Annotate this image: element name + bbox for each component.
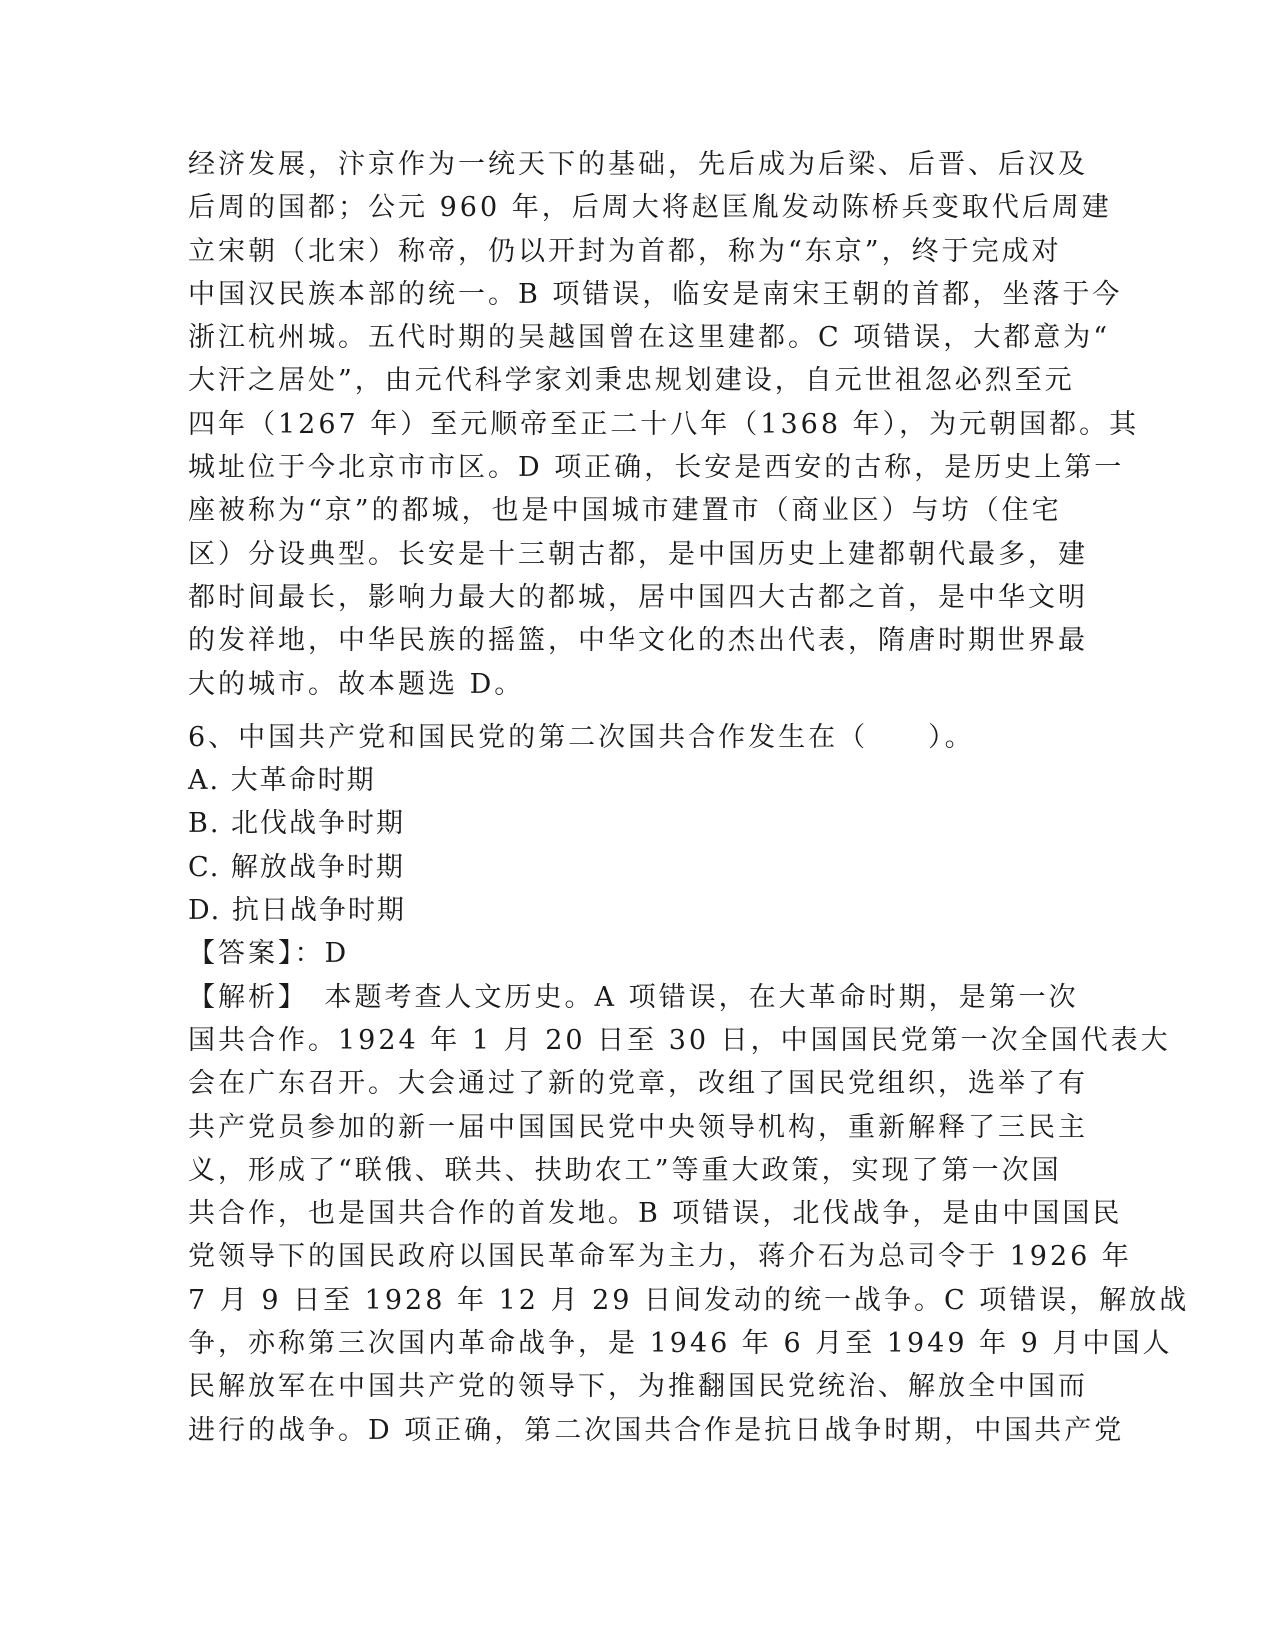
- paragraph-line: 浙江杭州城。五代时期的吴越国曾在这里建都。C 项错误，大都意为“: [188, 322, 1111, 354]
- analysis-line: 共合作，也是国共合作的首发地。B 项错误，北伐战争，是由中国国民: [188, 1198, 1123, 1230]
- analysis-line: 国共合作。1924 年 1 月 20 日至 30 日，中国国民党第一次全国代表大: [188, 1024, 1171, 1056]
- option-a: A. 大革命时期: [188, 765, 376, 797]
- section-gap: [188, 706, 1083, 716]
- analysis: [188, 976, 1190, 1452]
- paragraph-line: 座被称为“京”的都城，也是中国城市建置市（商业区）与坊（住宅: [188, 495, 1062, 527]
- analysis-line: 7 月 9 日至 1928 年 12 月 29 日间发动的统一战争。C 项错误，解放战: [188, 1284, 1190, 1316]
- paragraph-line: 大汗之居处”，由元代科学家刘秉忠规划建设，自元世祖忽必烈至元: [188, 365, 1075, 397]
- analysis-line: 会在广东召开。大会通过了新的党章，改组了国民党组织，选举了有: [188, 1068, 1088, 1100]
- analysis-line: 党领导下的国民政府以国民革命军为主力，蒋介石为总司令于 1926 年: [188, 1241, 1132, 1273]
- analysis-line: 民解放军在中国共产党的领导下，为推翻国民党统治、解放全中国而: [188, 1371, 1088, 1403]
- paragraph-line: 的发祥地，中华民族的摇篮，中华文化的杰出代表，隋唐时期世界最: [188, 625, 1088, 657]
- paragraph-line: 立宋朝（北宋）称帝，仍以开封为首都，称为“东京”，终于完成对: [188, 235, 1062, 267]
- paragraph-line: 中国汉民族本部的统一。B 项错误，临安是南宋王朝的首都，坐落于今: [188, 278, 1123, 310]
- answer-line: 【答案】：D: [188, 938, 350, 970]
- paragraph-line: 都时间最长，影响力最大的都城，居中国四大古都之首，是中华文明: [188, 581, 1088, 613]
- paragraph-line: 大的城市。故本题选 D。: [188, 668, 525, 700]
- option-d: D. 抗日战争时期: [188, 895, 406, 927]
- question-stem: 6、中国共产党和国民党的第二次国共合作发生在（ ）。: [188, 721, 975, 753]
- analysis-line: 义，形成了“联俄、联共、扶助农工”等重大政策，实现了第一次国: [188, 1154, 1062, 1186]
- paragraph-line: 经济发展，汴京作为一统天下的基础，先后成为后梁、后晋、后汉及: [188, 149, 1088, 180]
- analysis-line: 共产党员参加的新一届中国国民党中央领导机构，重新解释了三民主: [188, 1111, 1088, 1143]
- question-6: [188, 716, 1190, 1452]
- paragraph-line: 四年（1267 年）至元顺帝至正二十八年（1368 年），为元朝国都。其: [188, 408, 1140, 440]
- analysis-line: 争，亦称第三次国内革命战争，是 1946 年 6 月至 1949 年 9 月中国人: [188, 1328, 1173, 1360]
- document-body: [188, 143, 1190, 1452]
- option-b: B. 北伐战争时期: [188, 808, 406, 840]
- paragraph-line: 城址位于今北京市市区。D 项正确，长安是西安的古称，是历史上第一: [188, 452, 1125, 484]
- analysis-line: 进行的战争。D 项正确，第二次国共合作是抗日战争时期，中国共产党: [188, 1414, 1125, 1446]
- analysis-line: 【解析】 本题考查人文历史。A 项错误，在大革命时期，是第一次: [188, 981, 1079, 1013]
- paragraph-line: 区）分设典型。长安是十三朝古都，是中国历史上建都朝代最多，建: [188, 538, 1088, 570]
- paragraph-line: 后周的国都；公元 960 年，后周大将赵匡胤发动陈桥兵变取代后周建: [188, 192, 1112, 224]
- option-c: C. 解放战争时期: [188, 851, 405, 883]
- previous-question-explanation: [188, 143, 1140, 706]
